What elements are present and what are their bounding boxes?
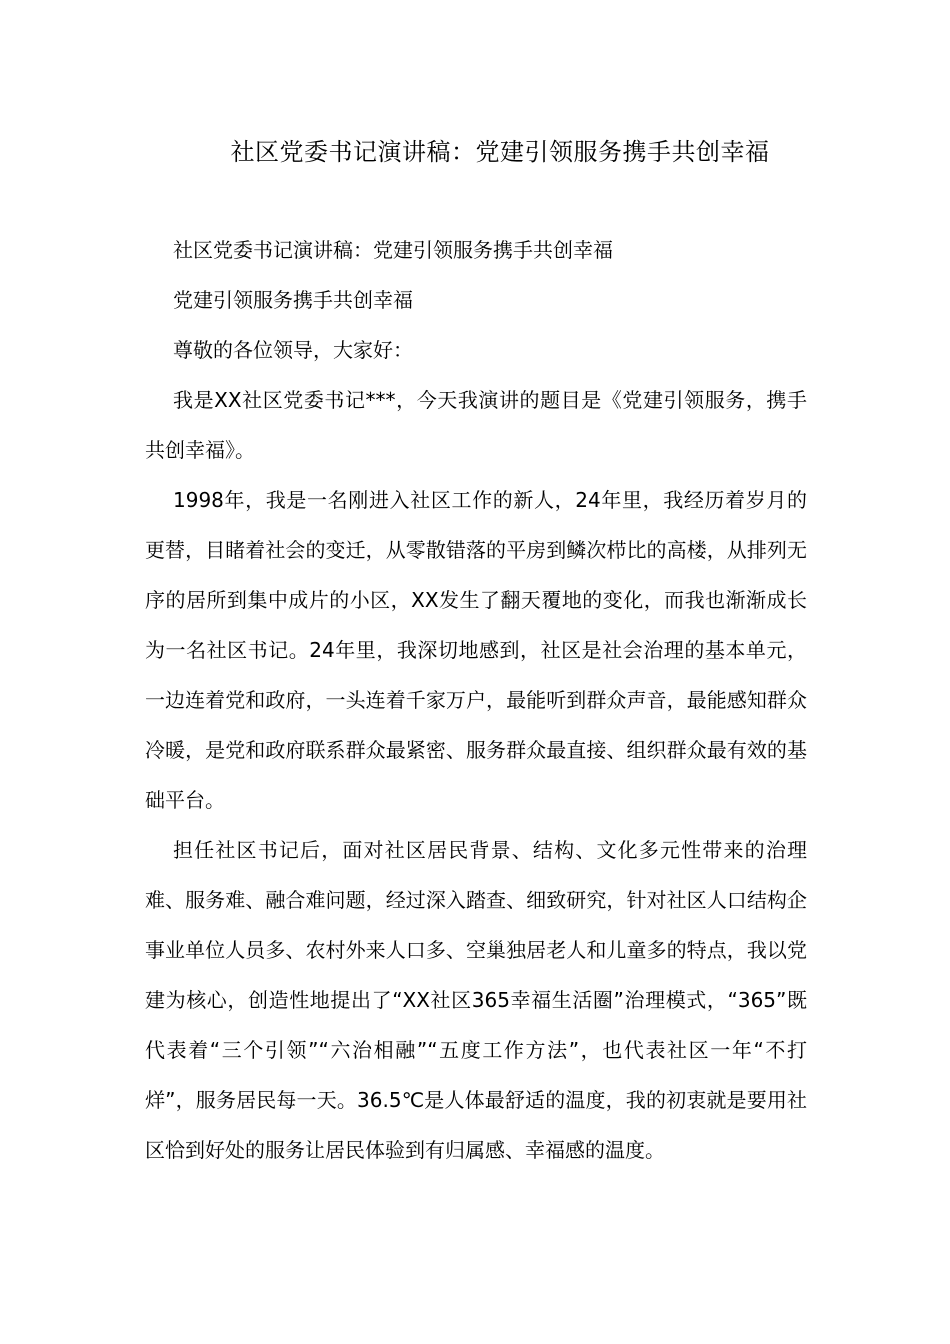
paragraph-career-history: 1998年，我是一名刚进入社区工作的新人，24年里，我经历着岁月的更替，目睹着社会的变迁，从零散错落的平房到鳞次栉比的高楼，从排列无序的居所到集中成片的小区，XX发生了翻天覆地的变化，而我也渐渐成长为一名社区书记。24年里，我深切地感到，社区是社会治理的基本单元，一边连着党和政府，一头连着千家万户，最能听到群众声音，最能感知群众冷暖，是党和政府联系群众最紧密、服务群众最直接、组织群众最有效的基础平台。 <box>145 488 807 812</box>
paragraph-greeting: 尊敬的各位领导，大家好： <box>173 338 413 362</box>
paragraph-theme: 党建引领服务携手共创幸福 <box>173 288 413 312</box>
document-title: 社区党委书记演讲稿：党建引领服务携手共创幸福 <box>230 138 770 166</box>
paragraph-introduction: 我是XX社区党委书记***，今天我演讲的题目是《党建引领服务，携手共创幸福》。 <box>145 388 807 462</box>
paragraph-subtitle-repeat: 社区党委书记演讲稿：党建引领服务携手共创幸福 <box>173 238 613 262</box>
paragraph-governance-model: 担任社区书记后，面对社区居民背景、结构、文化多元性带来的治理难、服务难、融合难问题，经过深入踏查、细致研究，针对社区人口结构企事业单位人员多、农村外来人口多、空巢独居老人和儿童多的特点，我以党建为核心，创造性地提出了“XX社区365幸福生活圈”治理模式，“365”既代表着“三个引领”“六治相融”“五度工作方法”，也代表社区一年“不打烊”，服务居民每一天。36.5℃是人体最舒适的温度，我的初衷就是要用社区恰到好处的服务让居民体验到有归属感、幸福感的温度。 <box>145 838 807 1162</box>
document-body <box>145 225 807 1175</box>
